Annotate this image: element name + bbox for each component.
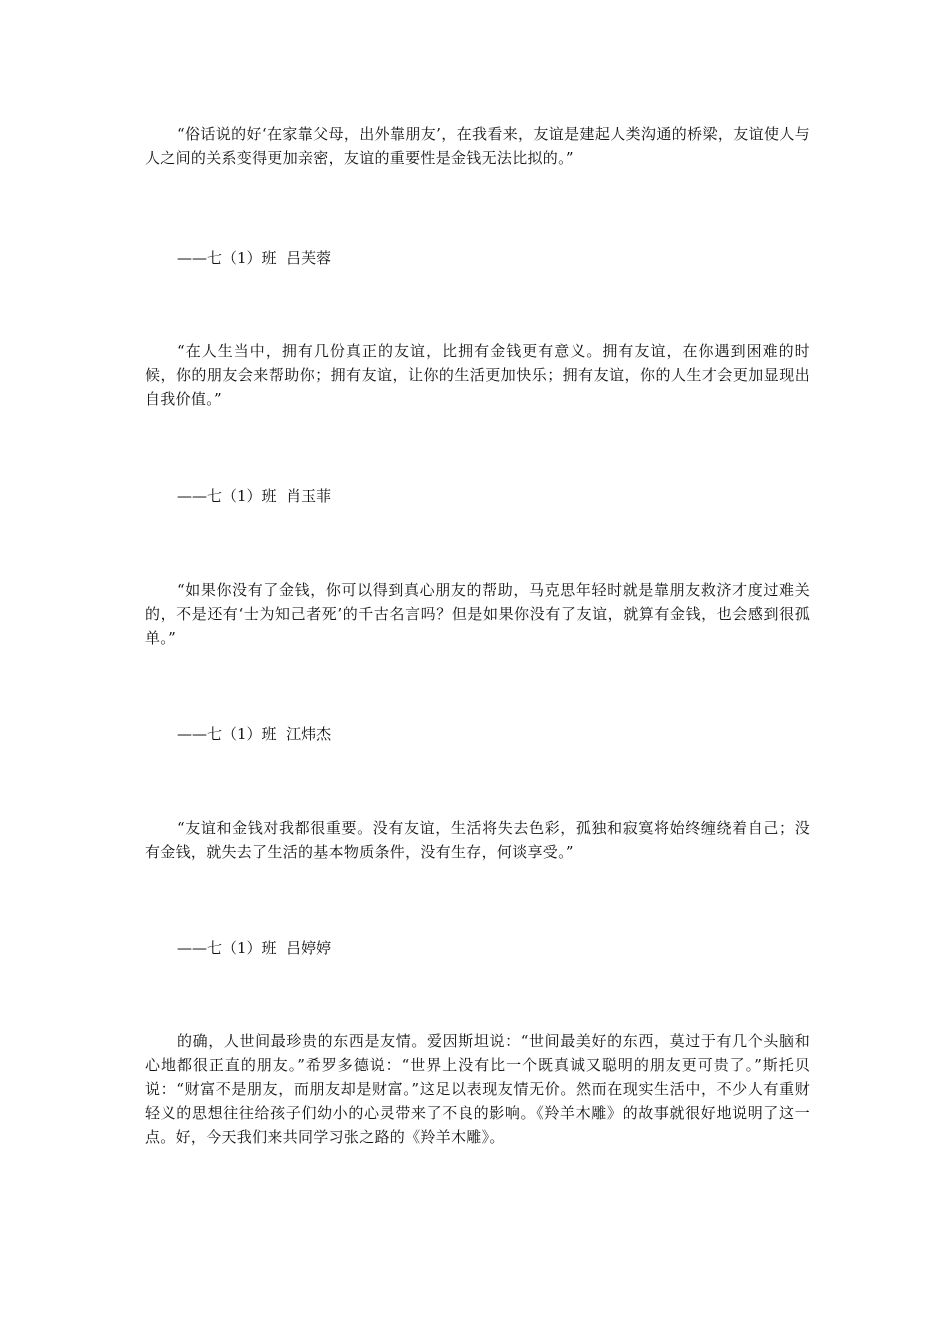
quote-paragraph-1: “俗话说的好‘在家靠父母，出外靠朋友’，在我看来，友谊是建起人类沟通的桥梁，友谊使人与人之间的关系变得更加亲密，友谊的重要性是金钱无法比拟的。”: [145, 125, 810, 167]
quote-paragraph-3: “如果你没有了金钱，你可以得到真心朋友的帮助，马克思年轻时就是靠朋友救济才度过难关的，不是还有‘士为知己者死’的千古名言吗？但是如果你没有了友谊，就算有金钱，也会感到很孤单。”: [145, 581, 810, 647]
quote-signature-3: ——七（1）班 江炜杰: [177, 725, 332, 743]
quote-signature-2: ——七（1）班 肖玉菲: [177, 487, 332, 505]
quote-paragraph-2: “在人生当中，拥有几份真正的友谊，比拥有金钱更有意义。拥有友谊，在你遇到困难的时候，你的朋友会来帮助你；拥有友谊，让你的生活更加快乐；拥有友谊，你的人生才会更加显现出自我价值。”: [145, 342, 810, 408]
quote-paragraph-4: “友谊和金钱对我都很重要。没有友谊，生活将失去色彩，孤独和寂寞将始终缠绕着自己；没有金钱，就失去了生活的基本物质条件，没有生存，何谈享受。”: [145, 819, 810, 861]
quote-signature-4: ——七（1）班 吕婷婷: [177, 939, 332, 957]
closing-paragraph: 的确，人世间最珍贵的东西是友情。爱因斯坦说：“世间最美好的东西，莫过于有几个头脑和心地都很正直的朋友。”希罗多德说：“世界上没有比一个既真诚又聪明的朋友更可贵了。”斯托贝说：“财富不是朋友，而朋友却是财富。”这足以表现友情无价。然而在现实生活中，不少人有重财轻义的思想往往给孩子们幼小的心灵带来了不良的影响。《羚羊木雕》的故事就很好地说明了这一点。好，今天我们来共同学习张之路的《羚羊木雕》。: [145, 1032, 810, 1146]
quote-signature-1: ——七（1）班 吕芙蓉: [177, 249, 332, 267]
